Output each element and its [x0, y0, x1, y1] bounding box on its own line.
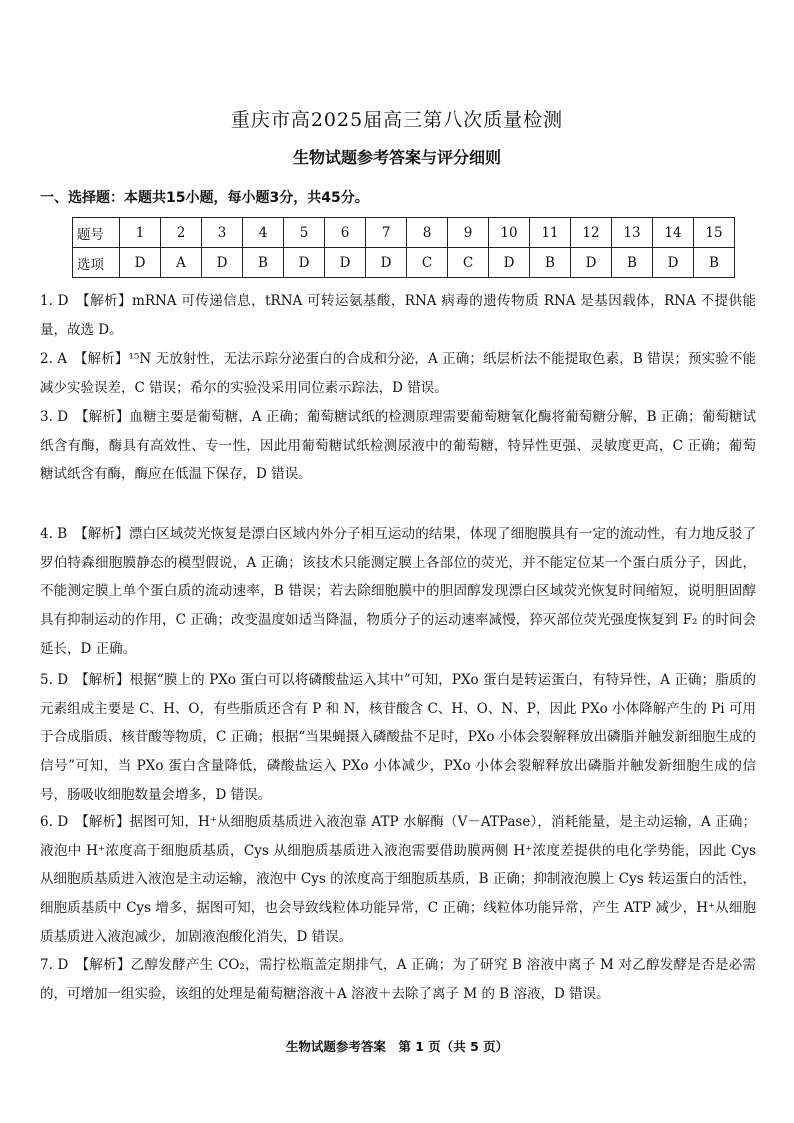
answer-cell: A [161, 248, 202, 278]
question-number-cell: 11 [530, 218, 571, 248]
explanation-text: 【解析】漂白区域荧光恢复是漂白区域内外分子相互运动的结果，体现了细胞膜具有一定的流动性，有力地反驳了罗伯特森细胞膜静态的模型假说，A 正确；该技术只能测定膜上各部位的荧光，并不能定位某一个蛋白质分子，因此，不能测定膜上单个蛋白质的流动速率，B 错误；若去除细胞膜中的胆固醇发现漂白区域荧光恢复时间缩短，说明胆固醇具有抑制运动的作用，C 正确；改变温度如适当降温，物质分子的运动速率减慢，猝灭部位荧光强度恢复到 F₂ 的时间会延长，D 正确。 [40, 526, 757, 657]
answer-cell: D [653, 248, 694, 278]
question-number: 4. B [40, 526, 68, 542]
explanation-text: 【解析】根据“膜上的 PXo 蛋白可以将磷酸盐运入其中”可知，PXo 蛋白是转运蛋白，有特异性，A 正确；脂质的元素组成主要是 C、H、O，有些脂质还含有 P 和 N，核苷酸含 C、H、O、N、P，因此 PXo 小体降解产生的 Pi 可用于合成脂质、核苷酸等物质，C 正确；根据“当果蝇摄入磷酸盐不足时，PXo 小体会裂解释放出磷脂并触发新细胞生成的信号”可知，当 PXo 蛋白含量降低，磷酸盐运入 PXo 小体减少，PXo 小体会裂解释放出磷脂并触发新细胞生成的信号，肠吸收细胞数量会增多，D 错误。 [40, 672, 756, 803]
question-explanation-3 [40, 403, 756, 489]
answer-table-number-row [73, 218, 735, 248]
explanation-text: 【解析】¹⁵N 无放射性，无法示踪分泌蛋白的合成和分泌，A 正确；纸层析法不能提取色素，B 错误；预实验不能减少实验误差，C 错误；希尔的实验没采用同位素示踪法，D 错误。 [40, 351, 757, 396]
answer-cell: B [612, 248, 653, 278]
answer-cell: B [243, 248, 284, 278]
question-number-cell: 10 [489, 218, 530, 248]
question-number-cell: 3 [202, 218, 243, 248]
explanation-text: 【解析】血糖主要是葡萄糖，A 正确；葡萄糖试纸的检测原理需要葡萄糖氧化酶将葡萄糖分解，B 正确；葡萄糖试纸含有酶，酶具有高效性、专一性，因此用葡萄糖试纸检测尿液中的葡萄糖，特异性更强、灵敏度更高，C 正确；葡萄糖试纸含有酶，酶应在低温下保存，D 错误。 [40, 409, 756, 483]
answer-cell: D [120, 248, 161, 278]
question-number-cell: 7 [366, 218, 407, 248]
question-number-cell: 12 [571, 218, 612, 248]
question-number: 1. D [40, 293, 69, 309]
explanation-text: 【解析】乙醇发酵产生 CO₂，需拧松瓶盖定期排气，A 正确；为了研究 B 溶液中离子 M 对乙醇发酵是否是必需的，可增加一组实验，该组的处理是葡萄糖溶液＋A 溶液＋去除了离子 M 的 B 溶液，D 错误。 [40, 957, 756, 1002]
question-number-cell: 15 [694, 218, 735, 248]
answer-cell: D [284, 248, 325, 278]
question-number-cell: 1 [120, 218, 161, 248]
page-footer: 生物试题参考答案 第 1 页（共 5 页） [285, 1039, 509, 1054]
answer-table-row-label: 选项 [73, 248, 120, 278]
answer-cell: D [325, 248, 366, 278]
question-number-cell: 6 [325, 218, 366, 248]
question-number: 6. D [40, 814, 69, 830]
question-explanation-2 [40, 345, 756, 402]
question-explanation-1 [40, 287, 756, 344]
answer-table [72, 217, 735, 278]
answer-cell: B [530, 248, 571, 278]
question-number-cell: 5 [284, 218, 325, 248]
section-heading: 一、选择题：本题共15小题，每小题3分，共45分。 [40, 190, 369, 206]
explanation-text: 【解析】mRNA 可传递信息，tRNA 可转运氨基酸，RNA 病毒的遗传物质 RNA 是基因载体，RNA 不提供能量，故选 D。 [40, 293, 756, 338]
answer-cell: C [407, 248, 448, 278]
question-number: 5. D [40, 672, 69, 688]
question-explanation-4 [40, 520, 756, 664]
question-number-cell: 8 [407, 218, 448, 248]
page-title: 重庆市高2025届高三第八次质量检测 [230, 109, 564, 131]
question-number: 7. D [40, 957, 69, 973]
question-number-cell: 14 [653, 218, 694, 248]
question-number-cell: 13 [612, 218, 653, 248]
answer-cell: D [202, 248, 243, 278]
answer-cell: D [366, 248, 407, 278]
question-number: 2. A [40, 351, 68, 367]
page-subtitle: 生物试题参考答案与评分细则 [292, 148, 501, 167]
answer-cell: B [694, 248, 735, 278]
answer-table-answer-row [73, 248, 735, 278]
question-number-cell: 4 [243, 218, 284, 248]
question-explanation-6 [40, 808, 756, 952]
answer-cell: D [489, 248, 530, 278]
answer-cell: D [571, 248, 612, 278]
explanation-text: 【解析】据图可知，H⁺从细胞质基质进入液泡靠 ATP 水解酶（V－ATPase），消耗能量，是主动运输，A 正确；液泡中 H⁺浓度高于细胞质基质，Cys 从细胞质基质进入液泡需要借助膜两侧 H⁺浓度差提供的电化学势能，因此 Cys 从细胞质基质进入液泡是主动运输，液泡中 Cys 的浓度高于细胞质基质，B 正确；抑制液泡膜上 Cys 转运蛋白的活性，细胞质基质中 Cys 增多，据图可知，也会导致线粒体功能异常，C 正确；线粒体功能异常，产生 ATP 减少，H⁺从细胞质基质进入液泡减少，加剧液泡酸化消失，D 错误。 [40, 814, 757, 945]
answer-table-row-label: 题号 [73, 218, 120, 248]
answer-cell: C [448, 248, 489, 278]
question-number-cell: 9 [448, 218, 489, 248]
question-explanation-5 [40, 666, 756, 810]
question-explanation-7 [40, 951, 756, 1008]
question-number: 3. D [40, 409, 69, 425]
question-number-cell: 2 [161, 218, 202, 248]
